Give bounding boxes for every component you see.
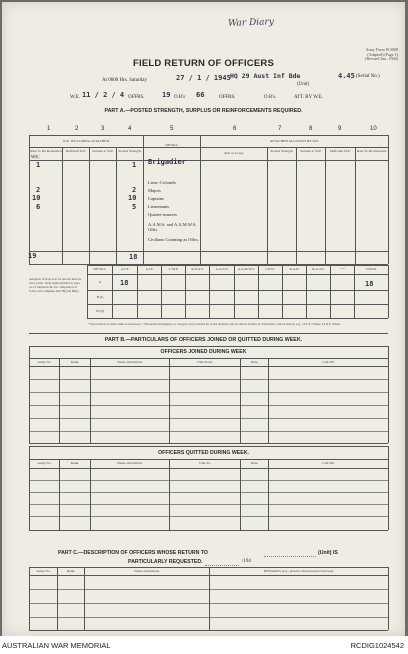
analysis-row-a: A [98, 280, 102, 284]
quitted-col-date: Date. [250, 461, 259, 465]
part-c-heading: PART C.—DESCRIPTION OF OFFICERS WHOSE RETURN TO [58, 550, 208, 556]
serial-number: 4.45 [338, 72, 355, 80]
at-label: At 0600 Hrs. Saturday [102, 78, 147, 83]
joined-row-rule [29, 431, 388, 432]
part-c-unit-label: (Unit) IS [318, 550, 338, 556]
rank-lt-colonels: Lieut.-Colonels [148, 180, 177, 185]
analysis-col-aif2: A.I.F. [145, 267, 154, 271]
analysis-a-aif: 18 [120, 279, 129, 287]
joined-table-top [29, 346, 388, 347]
joined-header-bottom [29, 366, 388, 367]
analysis-col-aamws: A.A.M.W.S. [237, 267, 256, 271]
analysis-col-ran: R.A.N. [289, 267, 300, 271]
col-number-9: 9 [338, 126, 342, 132]
col-border [143, 135, 144, 264]
part-c-col-name: Name and Initials. [134, 569, 160, 573]
joined-table-bottom [29, 443, 388, 444]
posted-lieutenants: 5 [132, 203, 137, 211]
analysis-col-border [388, 265, 389, 318]
analysis-col-aif: A.I.F. [121, 267, 129, 271]
joined-row-rule [29, 379, 388, 380]
col-header-10: Rate To Be Required. [356, 149, 388, 153]
quitted-header-top [29, 459, 388, 460]
att-label: ATT. BY W.E. [294, 95, 324, 100]
rank-civilians: Civilians Counting as Offrs. [148, 237, 199, 242]
joined-row-rule [29, 405, 388, 406]
joined-col-border [59, 358, 60, 443]
analysis-col-border [185, 265, 186, 318]
col-border [355, 147, 356, 264]
col-border [296, 147, 297, 264]
analysis-col-border [282, 265, 283, 318]
ors-label: O.R's [174, 95, 186, 100]
group-header-we: W.E. INCLUDING ATTACHED. [63, 139, 110, 143]
joined-header-top [29, 358, 388, 359]
analysis-rule [87, 318, 388, 319]
analysis-a-total: 18 [365, 280, 374, 288]
quitted-table-top [29, 446, 388, 447]
ors-value: 66 [196, 91, 205, 99]
offrs2-label: OFFRS. [219, 95, 236, 100]
col-header-1: Rate To Be Redeemed [30, 149, 62, 153]
quitted-col-border [240, 459, 241, 530]
col-border [325, 147, 326, 264]
offrs-value: 19 [162, 91, 171, 99]
analysis-rule [87, 274, 388, 275]
part-b-heading: PART B.—PARTICULARS OF OFFICERS JOINED OR QUITTED DURING WEEK. [104, 337, 303, 343]
part-c-col-rank: Rank. [66, 569, 76, 573]
part-c-col-border [209, 567, 210, 630]
analysis-rule [87, 304, 388, 305]
analysis-col-raaf: R.A.A.F. [312, 267, 325, 271]
quitted-col-name: Name and Initials. [117, 461, 143, 465]
col-header-6: Arm or Corps. [223, 151, 245, 155]
col-header-5: DETAIL. [165, 143, 179, 147]
analysis-col-awas: A.W.A.S. [190, 267, 205, 271]
rank-brigadier: Brigadier [148, 158, 186, 166]
footer-institution: AUSTRALIAN WAR MEMORIAL [2, 641, 111, 650]
col-header-7: Posted Strength. [270, 149, 294, 153]
rank-lieutenants: Lieutenants [148, 204, 169, 209]
analysis-footnote: * Insert detail of other ranks as necessary. † Personnel belonging to a category not provided for in the analysis will be shown in this col. Particulars will be shown, e.g., 16 C.E. Fisher, 16 R.E. Nurse. [88, 322, 341, 326]
analysis-col-border [137, 265, 138, 318]
form-id-line1: Army Form W.3008 [365, 47, 398, 52]
quitted-table-bottom [29, 530, 388, 531]
table-total-rule [29, 251, 388, 252]
col-border [116, 147, 117, 264]
quitted-col-rank: Rank. [70, 461, 80, 465]
form-id-line3: (Revised Jan., 1944) [365, 56, 398, 62]
analysis-note: Analysis of Part A to be shown here in ALL units. Only units entitled to para. 14 of instructions for completion of form will complete Part B(i) & B(ii). [29, 277, 82, 293]
rank-majors: Majors [148, 188, 161, 193]
col-border [62, 147, 63, 264]
total-posted: 18 [129, 253, 138, 261]
col-number-5: 5 [170, 126, 174, 132]
rank-quartermasters: Quarter-masters [148, 212, 177, 217]
analysis-col-border [209, 265, 210, 318]
part-c-col-army-no: Army No. [36, 569, 51, 573]
quitted-row-rule [29, 480, 388, 481]
joined-title: OFFICERS JOINED DURING WEEK [160, 349, 247, 355]
joined-col-rank: Rank. [70, 360, 80, 364]
analysis-col-civil: CIVIL. [265, 267, 276, 271]
analysis-row-bii: B.(ii) [96, 309, 104, 313]
quitted-col-border [29, 446, 30, 530]
analysis-col-border [330, 265, 331, 318]
analysis-col-other: * * [340, 267, 345, 271]
group-header-attached: ATTACHED ALLOWED BY W.E. [269, 139, 320, 143]
joined-col-border [388, 346, 389, 443]
joined-col-border [169, 358, 170, 443]
posted-majors: 2 [132, 186, 137, 194]
col-number-10: 10 [370, 126, 377, 132]
table-header-rule [29, 160, 388, 161]
col-border [388, 135, 389, 264]
quitted-col-unit-to: Unit To. [199, 461, 211, 465]
quitted-row-rule [29, 492, 388, 493]
col-number-8: 8 [309, 126, 313, 132]
total-we: 19 [28, 252, 37, 260]
table-subheader-rule [29, 147, 388, 148]
we-lieutenants: 6 [36, 203, 41, 211]
joined-col-army-no: Army No. [37, 360, 52, 364]
quitted-col-border [268, 459, 269, 530]
col-number-3: 3 [101, 126, 105, 132]
col-header-4: Posted Strength. [118, 149, 142, 153]
col-header-9: Deficient W.E. [330, 149, 351, 153]
part-c-year: /194 [242, 559, 251, 564]
col-number-7: 7 [278, 126, 282, 132]
analysis-col-border [306, 265, 307, 318]
unit-label: (Unit) [297, 82, 310, 87]
col-border [89, 147, 90, 264]
quitted-col-border [90, 459, 91, 530]
part-c-col-border [388, 567, 389, 630]
return-date: 27 / 1 / 1945 [176, 74, 231, 82]
form-id-line2: (Adapted) (Page 1) [367, 51, 398, 57]
col-header-8: Surplus to W.E. [300, 149, 322, 153]
joined-col-border [90, 358, 91, 443]
rank-captains: Captains [148, 196, 164, 201]
we-label: W.E. [70, 95, 80, 100]
part-a-heading: PART A.—POSTED STRENGTH, SURPLUS OR REINFORCEMENTS REQUIRED. [104, 108, 303, 114]
col-number-4: 4 [128, 126, 132, 132]
posted-captains: 10 [128, 194, 137, 202]
page-title: FIELD RETURN OF OFFICERS [133, 58, 274, 69]
col-number-6: 6 [233, 126, 237, 132]
col-number-1: 1 [47, 126, 51, 132]
part-c-unit-blank [264, 556, 316, 557]
analysis-col-detail: DETAIL. [93, 267, 107, 271]
handwritten-annotation: War Diary [227, 17, 275, 29]
joined-col-cause: CAUSE. [322, 360, 335, 364]
part-c-requested: PARTICULARLY REQUESTED. [128, 559, 203, 565]
ors2-label: O.R's. [264, 95, 277, 100]
analysis-col-total: TOTAL [365, 267, 378, 271]
offrs-label: OFFRS. [128, 95, 145, 100]
we-captains: 10 [32, 194, 41, 202]
part-c-col-border [84, 567, 85, 630]
serial-label: (Serial No.) [356, 74, 380, 79]
analysis-col-border [112, 265, 113, 318]
joined-row-rule [29, 392, 388, 393]
joined-col-border [240, 358, 241, 443]
quitted-col-border [59, 459, 60, 530]
we-brigadier: 1 [36, 161, 41, 169]
analysis-col-cmf: C.M.F. [168, 267, 179, 271]
joined-col-border [268, 358, 269, 443]
quitted-col-border [388, 446, 389, 530]
table-top-rule [29, 135, 388, 136]
we-tag: W.E. [31, 154, 39, 159]
part-c-table-bottom [29, 630, 388, 631]
joined-col-date: Date. [250, 360, 259, 364]
part-c-col-border [57, 567, 58, 630]
we-value: 11 / 2 / 4 [82, 91, 125, 99]
posted-brigadier: 1 [132, 161, 137, 169]
quitted-row-rule [29, 516, 388, 517]
analysis-row-bi: B.(i) [96, 295, 104, 299]
col-header-2: Deficient W.E. [65, 149, 87, 153]
joined-row-rule [29, 418, 388, 419]
analysis-col-border [234, 265, 235, 318]
archive-footer [0, 636, 408, 654]
analysis-col-border [354, 265, 355, 318]
part-c-col-border [29, 567, 30, 630]
analysis-rule [87, 290, 388, 291]
quitted-title: OFFICERS QUITTED DURING WEEK. [158, 450, 249, 456]
part-c-date-blank [205, 565, 239, 566]
quitted-row-rule [29, 504, 388, 505]
unit-name: HQ 29 Aust Inf Bde [230, 72, 301, 80]
quitted-col-cause: CAUSE. [322, 461, 335, 465]
quitted-col-border [169, 459, 170, 530]
col-border [267, 147, 268, 264]
footer-record-id: RCDIG1024542 [350, 641, 404, 650]
document-sheet [2, 2, 405, 636]
rank-aams: A.A.M.S. and A.A.M.W.S. Offrs [148, 222, 197, 232]
analysis-rule [87, 265, 388, 266]
joined-col-unit-from: Unit From. [197, 360, 213, 364]
joined-col-name: Name and Initials. [117, 360, 143, 364]
we-majors: 2 [36, 186, 41, 194]
quitted-col-army-no: Army No. [37, 461, 52, 465]
analysis-col-aans: A.A.N.S. [215, 267, 229, 271]
analysis-col-border [161, 265, 162, 318]
part-c-col-remarks: REMARKS (e.g., present whereabouts if known). [264, 569, 334, 573]
col-number-2: 2 [75, 126, 79, 132]
col-header-3: Surplus to W.E. [92, 149, 114, 153]
analysis-col-border [258, 265, 259, 318]
quitted-header-bottom [29, 468, 388, 469]
section-rule [29, 333, 388, 334]
